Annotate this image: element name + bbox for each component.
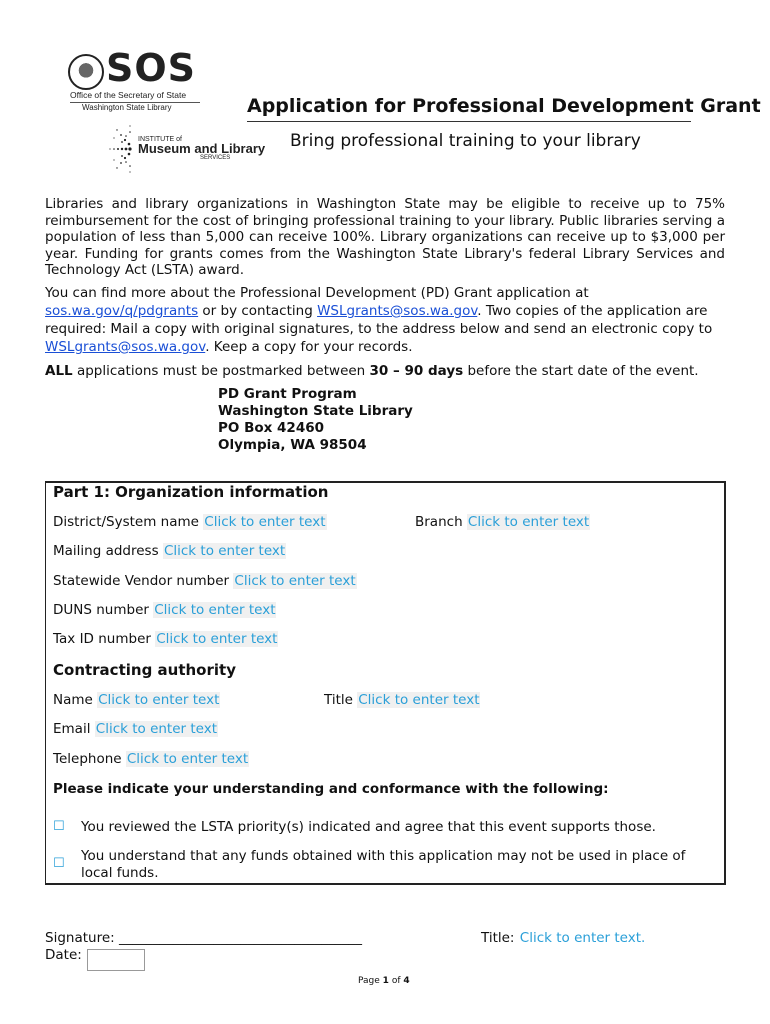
- date-field[interactable]: [87, 949, 145, 971]
- local-funds-checkbox[interactable]: ☐: [53, 856, 65, 871]
- title-divider: [247, 121, 691, 122]
- telephone-label: Telephone: [53, 751, 122, 767]
- contact-title-row: [324, 692, 480, 708]
- mailing-label: Mailing address: [53, 543, 159, 559]
- deadline-text: [45, 363, 699, 379]
- imls-name: Museum and Library: [138, 141, 266, 156]
- imls-institute-text: INSTITUTE of: [138, 136, 182, 143]
- document-title: Application for Professional Development Grant: [247, 95, 761, 117]
- name-label: Name: [53, 692, 93, 708]
- lsta-priority-text: You reviewed the LSTA priority(s) indicated and agree that this event supports those.: [81, 819, 656, 835]
- contact-name-field[interactable]: Click to enter text: [98, 692, 220, 708]
- address-line-3: PO Box 42460: [218, 420, 325, 436]
- address-line-4: Olympia, WA 98504: [218, 437, 367, 453]
- branch-row: [415, 514, 590, 530]
- lsta-priority-checkbox[interactable]: ☐: [53, 819, 65, 834]
- telephone-row: [53, 751, 249, 767]
- telephone-field[interactable]: Click to enter text: [126, 751, 249, 767]
- page-total: 4: [403, 976, 410, 986]
- page-number: [358, 976, 410, 986]
- taxid-row: [53, 631, 278, 647]
- more-text-1: You can find more about the Professional Development (PD) Grant application at: [45, 285, 589, 301]
- duns-row: [53, 602, 276, 618]
- district-label: District/System name: [53, 514, 199, 530]
- imls-services-text: SERVICES: [200, 155, 231, 161]
- library-name: Washington State Library: [82, 103, 172, 112]
- vendor-row: [53, 573, 357, 589]
- duns-label: DUNS number: [53, 602, 149, 618]
- title-label: Title: [324, 692, 353, 708]
- sos-wordmark: SOS: [106, 46, 197, 90]
- branch-label: Branch: [415, 514, 463, 530]
- email-field[interactable]: Click to enter text: [95, 721, 218, 737]
- date-label: Date:: [45, 947, 82, 963]
- signature-title-field[interactable]: Click to enter text.: [519, 930, 646, 946]
- more-info-paragraph: [45, 284, 725, 356]
- imls-burst-icon: [104, 122, 134, 176]
- sos-office-name: Office of the Secretary of State: [70, 90, 187, 100]
- conformance-heading: Please indicate your understanding and conformance with the following:: [53, 781, 609, 797]
- page-word: Page: [358, 976, 380, 986]
- signature-line[interactable]: Signature: ____________________________________: [45, 930, 362, 946]
- more-text-4: . Keep a copy for your records.: [205, 339, 413, 355]
- district-row: [53, 514, 327, 530]
- state-seal-icon: [68, 54, 104, 90]
- contact-name-row: [53, 692, 220, 708]
- email-link-2[interactable]: WSLgrants@sos.wa.gov: [45, 339, 206, 355]
- branch-field[interactable]: Click to enter text: [467, 514, 590, 530]
- email-link-1[interactable]: WSLgrants@sos.wa.gov: [317, 303, 478, 319]
- signature-title-row: [481, 930, 646, 946]
- address-line-1: PD Grant Program: [218, 386, 357, 402]
- deadline-all: ALL: [45, 363, 73, 379]
- pdgrants-link[interactable]: sos.wa.gov/q/pdgrants: [45, 303, 199, 319]
- more-text-3: . Two copies of the application are required: Mail a copy with original signatures, to the address below and send an electronic copy to: [45, 303, 713, 337]
- district-field[interactable]: Click to enter text: [204, 514, 326, 530]
- vendor-label: Statewide Vendor number: [53, 573, 230, 589]
- taxid-label: Tax ID number: [53, 631, 151, 647]
- more-text-2: or by contacting: [198, 303, 318, 319]
- vendor-number-field[interactable]: Click to enter text: [234, 573, 356, 589]
- mailing-row: [53, 543, 286, 559]
- mailing-address-field[interactable]: Click to enter text: [163, 543, 286, 559]
- email-label: Email: [53, 721, 91, 737]
- intro-paragraph: Libraries and library organizations in Washington State may be eligible to receive up to 75% reimbursement for the cost of bringing professional training to your library. Public libraries serving a population of less than 5,000 can receive 100%. Library organizations can receive up to $3,000 per year. Funding for grants comes from the Washington State Library's federal Library Services and Technology Act (LSTA) award.: [45, 196, 725, 278]
- email-row: [53, 721, 218, 737]
- contracting-heading: Contracting authority: [53, 661, 236, 679]
- signature-title-label: Title:: [481, 930, 515, 946]
- tax-id-field[interactable]: Click to enter text: [156, 631, 278, 647]
- deadline-range: 30 – 90 days: [369, 363, 464, 379]
- address-line-2: Washington State Library: [218, 403, 413, 419]
- imls-logo: [104, 122, 266, 182]
- mailing-address-block: [218, 386, 413, 454]
- document-subtitle: Bring professional training to your library: [290, 131, 641, 151]
- page-current: 1: [382, 976, 389, 986]
- deadline-text-2: before the start date of the event.: [463, 363, 699, 379]
- contact-title-field[interactable]: Click to enter text: [358, 692, 480, 708]
- duns-number-field[interactable]: Click to enter text: [154, 602, 276, 618]
- deadline-text-1: applications must be postmarked between: [72, 363, 370, 379]
- local-funds-text: You understand that any funds obtained with this application may not be used in place of local funds.: [81, 848, 686, 881]
- page-of-word: of: [391, 976, 401, 986]
- part1-heading: Part 1: Organization information: [53, 483, 329, 501]
